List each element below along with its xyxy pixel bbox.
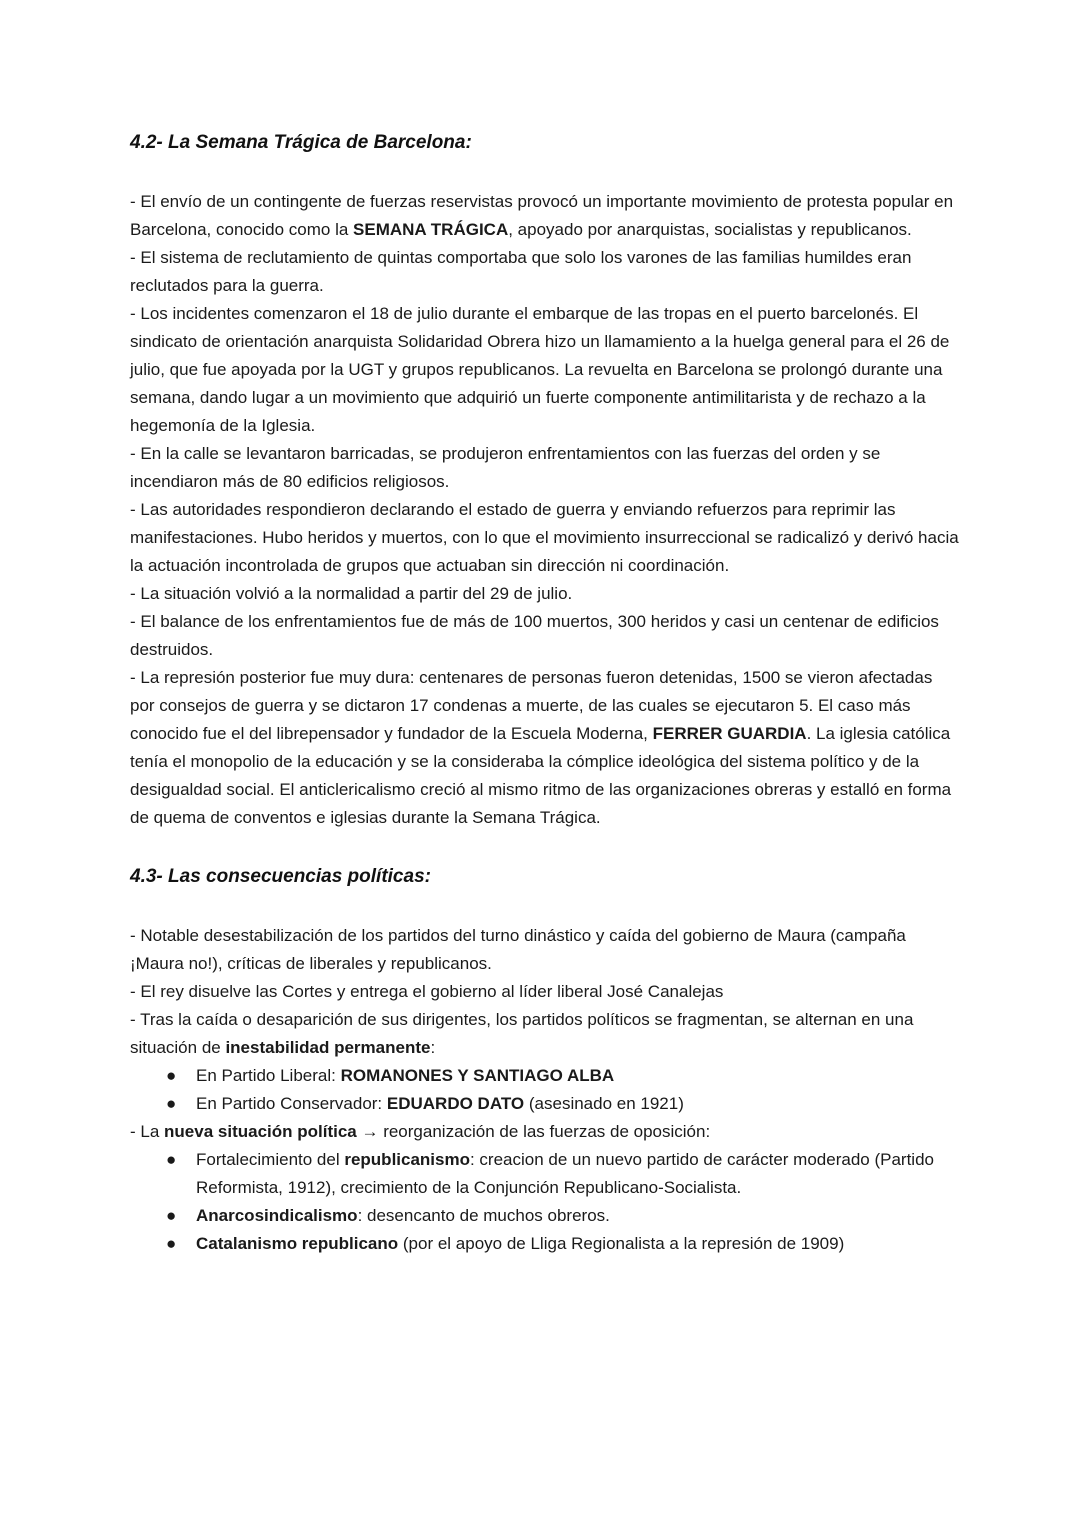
list-item-text: En Partido Liberal: (196, 1066, 341, 1085)
paragraph-text: : (430, 1038, 436, 1057)
paragraph-text: - La situación volvió a la normalidad a partir del 29 de julio. (130, 584, 573, 603)
list-item-text: : creacion de un nuevo partido de carácter moderado (Partido Reformista, 1912), crecimiento de la Conjunción Republicano-Socialista. (196, 1150, 934, 1197)
paragraph-text: → reorganización de las fuerzas de oposición: (356, 1122, 711, 1141)
paragraph-text: , apoyado por anarquistas, socialistas y republicanos. (508, 220, 912, 239)
bullet-list-partidos (130, 1062, 960, 1118)
paragraph-text: - En la calle se levantaron barricadas, se produjeron enfrentamientos con las fuerzas del orden y se incendiaron más de 80 edificios religiosos. (130, 444, 881, 491)
list-item (166, 1146, 960, 1202)
paragraph-text: - El sistema de reclutamiento de quintas comportaba que solo los varones de las familias humildes eran reclutados para la guerra. (130, 248, 912, 295)
list-item (166, 1090, 960, 1118)
paragraph (130, 1006, 960, 1062)
bold-text: ROMANONES Y SANTIAGO ALBA (340, 1066, 615, 1085)
bold-text: nueva situación política (164, 1122, 357, 1141)
paragraph (130, 608, 960, 664)
paragraph: - El rey disuelve las Cortes y entrega el gobierno al líder liberal José Canalejas (130, 982, 724, 1001)
list-item-text: En Partido Conservador: (196, 1094, 387, 1113)
paragraph-text: - El balance de los enfrentamientos fue de más de 100 muertos, 300 heridos y casi un centenar de edificios destruidos. (130, 612, 939, 659)
paragraph-text: - Tras la caída o desaparición de sus dirigentes, los partidos políticos se fragmentan, se alternan en una situación de (130, 1010, 914, 1057)
section-body-consecuencias (130, 922, 960, 1258)
list-item (166, 1062, 960, 1090)
paragraph (130, 664, 960, 832)
bullet-icon: ● (166, 1234, 177, 1253)
bullet-list-oposicion (130, 1146, 960, 1258)
bold-text: Catalanismo republicano (196, 1234, 399, 1253)
paragraph (130, 440, 960, 496)
bold-text: Anarcosindicalismo (196, 1206, 358, 1225)
list-item-text: Fortalecimiento del (196, 1150, 345, 1169)
paragraph: - Notable desestabilización de los partidos del turno dinástico y caída del gobierno de Maura (campaña ¡Maura no!), críticas de liberales y republicanos. (130, 926, 906, 973)
paragraph-text: - Las autoridades respondieron declarando el estado de guerra y enviando refuerzos para reprimir las manifestaciones. Hubo heridos y muertos, con lo que el movimiento insurreccional se radicalizó y derivó hacia la actuación incontrolada de grupos que actuaban sin dirección ni coordinación. (130, 500, 959, 575)
paragraph-text: - El envío de un contingente de fuerzas reservistas provocó un importante movimiento de protesta popular en Barcelona, conocido como la (130, 192, 954, 239)
bullet-icon: ● (166, 1066, 177, 1085)
paragraph (130, 244, 960, 300)
paragraph (130, 580, 960, 608)
paragraph-text: - La represión posterior fue muy dura: centenares de personas fueron detenidas, 1500 se vieron afectadas por consejos de guerra y se dictaron 17 condenas a muerte, de las cuales se ejecutaron 5. El caso más conocido fue el del librepensador y fundador de la Escuela Moderna, (130, 668, 933, 743)
section-heading-semana-tragica: 4.2- La Semana Trágica de Barcelona: (130, 132, 472, 153)
bullet-icon: ● (166, 1094, 177, 1113)
paragraph (130, 188, 960, 244)
paragraph-text: . La iglesia católica tenía el monopolio de la educación y se la consideraba la cómplice ideológica del sistema político y de la desigualdad social. El anticlericalismo creció al mismo ritmo de las organizaciones obreras y estalló en forma de quema de conventos e iglesias durante la Semana Trágica. (130, 724, 952, 827)
list-item-text: (por el apoyo de Lliga Regionalista a la represión de 1909) (398, 1234, 845, 1253)
bullet-icon: ● (166, 1150, 177, 1169)
paragraph-text: - La (130, 1122, 165, 1141)
paragraph (130, 1118, 960, 1146)
section-body-semana-tragica (130, 188, 960, 832)
paragraph-text: - Los incidentes comenzaron el 18 de julio durante el embarque de las tropas en el puerto barcelonés. El sindicato de orientación anarquista Solidaridad Obrera hizo un llamamiento a la huelga general para el 26 de julio, que fue apoyada por la UGT y grupos republicanos. La revuelta en Barcelona se prolongó durante una semana, dando lugar a un movimiento que adquirió un fuerte componente antimilitarista y de rechazo a la hegemonía de la Iglesia. (130, 304, 950, 435)
paragraph (130, 496, 960, 580)
list-item-text: : desencanto de muchos obreros. (357, 1206, 610, 1225)
list-item-text: (asesinado en 1921) (524, 1094, 684, 1113)
document-page (130, 128, 960, 1258)
bold-text: inestabilidad permanente (225, 1038, 431, 1057)
bullet-icon: ● (166, 1206, 177, 1225)
bold-text: SEMANA TRÁGICA (353, 220, 509, 239)
paragraph (130, 300, 960, 440)
list-item (166, 1230, 960, 1258)
bold-text: republicanismo (344, 1150, 470, 1169)
section-heading-consecuencias-politicas: 4.3- Las consecuencias políticas: (130, 866, 431, 887)
bold-text: FERRER GUARDIA (652, 724, 807, 743)
bold-text: EDUARDO DATO (386, 1094, 525, 1113)
list-item (166, 1202, 960, 1230)
